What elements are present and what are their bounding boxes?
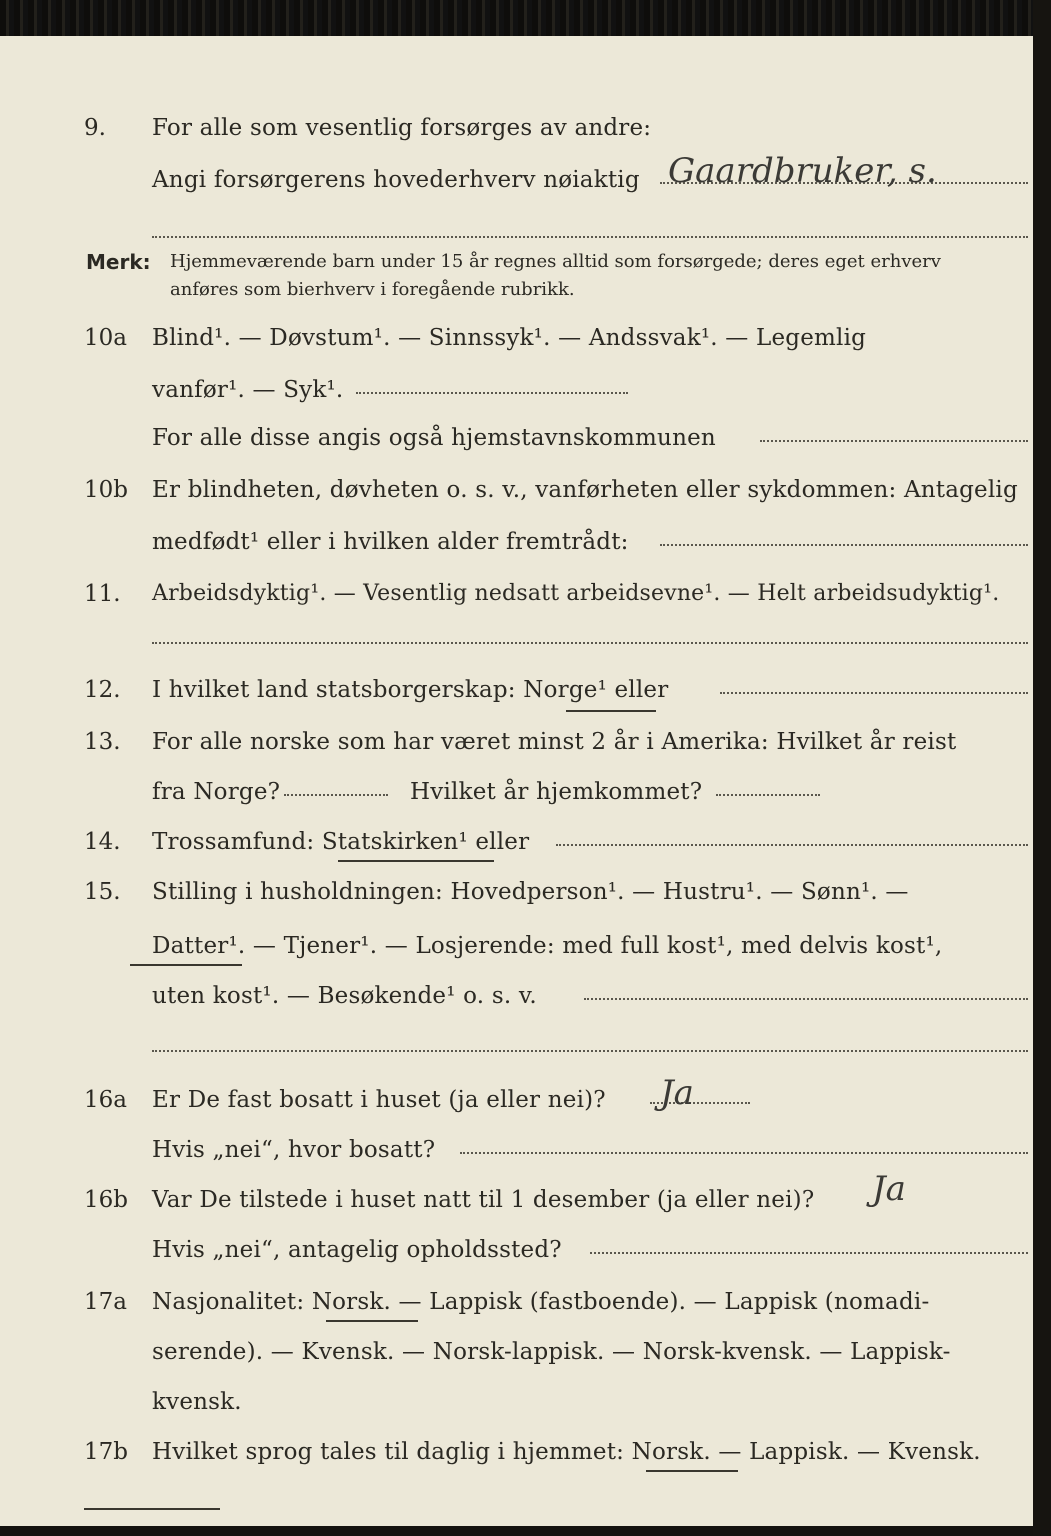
q11-number: 11. (84, 581, 121, 607)
q9-line2: Angi forsørgerens hovederhverv nøiaktig (152, 167, 640, 193)
scan-right-edge (1033, 0, 1051, 1536)
q16a-number: 16a (84, 1087, 127, 1113)
q17a-number: 17a (84, 1289, 127, 1315)
q10b-line1: Er blindheten, døvheten o. s. v., vanførheten eller sykdommen: Antagelig (152, 477, 1018, 503)
q14-underline-statskirken (338, 860, 494, 862)
q14-line1: Trossamfund: Statskirken¹ eller (152, 829, 530, 855)
q15-underline-datter (130, 964, 242, 966)
q16b-handwritten-answer: Ja (872, 1169, 906, 1209)
q15-line3: uten kost¹. — Besøkende¹ o. s. v. (152, 983, 537, 1009)
q10a-dots1 (356, 392, 628, 394)
q10a-line2: vanfør¹. — Syk¹. (152, 377, 344, 403)
q10a-number: 10a (84, 325, 127, 351)
q10b-line2: medfødt¹ eller i hvilken alder fremtrådt: (152, 529, 629, 555)
scan-top-edge (0, 0, 1051, 36)
q13-line2b: Hvilket år hjemkommet? (410, 779, 703, 805)
q10b-number: 10b (84, 477, 128, 503)
census-form-page (0, 36, 1033, 1526)
q16b-line1: Var De tilstede i huset natt til 1 desember (ja eller nei)? (152, 1187, 815, 1213)
q17a-line2: serende). — Kvensk. — Norsk-lappisk. — Norsk-kvensk. — Lappisk- (152, 1339, 951, 1365)
q10a-line1: Blind¹. — Døvstum¹. — Sinnssyk¹. — Andssvak¹. — Legemlig (152, 325, 867, 351)
q17b-number: 17b (84, 1439, 128, 1465)
q17a-underline-norsk (326, 1320, 418, 1322)
q17a-line1: Nasjonalitet: Norsk. — Lappisk (fastboende). — Lappisk (nomadi- (152, 1289, 930, 1315)
q9-line1: For alle som vesentlig forsørges av andre: (152, 115, 652, 141)
q10a-dots2 (760, 440, 1028, 442)
q16b-number: 16b (84, 1187, 128, 1213)
q15-line2: Datter¹. — Tjener¹. — Losjerende: med full kost¹, med delvis kost¹, (152, 933, 943, 959)
q12-dots (720, 692, 1028, 694)
q13-number: 13. (84, 729, 121, 755)
q9-extra-dots (152, 236, 1028, 238)
footnote-rule (84, 1508, 220, 1510)
q13-line1: For alle norske som har været minst 2 år i Amerika: Hvilket år reist (152, 729, 957, 755)
q16a-handwritten-answer: Ja (660, 1073, 694, 1113)
q14-dots (556, 844, 1028, 846)
q15-line1: Stilling i husholdningen: Hovedperson¹. — Hustru¹. — Sønn¹. — (152, 879, 909, 905)
merk-line2: anføres som bierhverv i foregående rubrikk. (170, 279, 575, 300)
q9-number: 9. (84, 115, 106, 141)
q15-dots2 (152, 1050, 1028, 1052)
q16b-line2: Hvis „nei“, antagelig opholdssted? (152, 1237, 562, 1263)
q10b-dots (660, 544, 1028, 546)
q12-line1: I hvilket land statsborgerskap: Norge¹ eller (152, 677, 669, 703)
q9-handwritten-answer: Gaardbruker, s. (668, 151, 937, 191)
q16a-line2: Hvis „nei“, hvor bosatt? (152, 1137, 436, 1163)
q15-dots1 (584, 998, 1028, 1000)
q10a-line3: For alle disse angis også hjemstavnskommunen (152, 425, 716, 451)
q11-line1: Arbeidsdyktig¹. — Vesentlig nedsatt arbeidsevne¹. — Helt arbeidsudyktig¹. (152, 581, 1000, 606)
q14-number: 14. (84, 829, 121, 855)
q12-number: 12. (84, 677, 121, 703)
q13-dots2 (716, 794, 820, 796)
q17b-underline-norsk (646, 1470, 738, 1472)
q17a-line3: kvensk. (152, 1389, 242, 1415)
q13-line2a: fra Norge? (152, 779, 281, 805)
q17b-line1: Hvilket sprog tales til daglig i hjemmet: Norsk. — Lappisk. — Kvensk. (152, 1439, 981, 1465)
q13-dots1 (284, 794, 388, 796)
q11-dots (152, 642, 1028, 644)
q12-underline-norge (566, 710, 656, 712)
merk-label: Merk: (86, 250, 151, 274)
q16b-dots (590, 1252, 1028, 1254)
q15-number: 15. (84, 879, 121, 905)
q16a-line1: Er De fast bosatt i huset (ja eller nei)? (152, 1087, 606, 1113)
merk-line1: Hjemmeværende barn under 15 år regnes alltid som forsørgede; deres eget erhverv (170, 251, 941, 272)
q16a-dots2 (460, 1152, 1028, 1154)
